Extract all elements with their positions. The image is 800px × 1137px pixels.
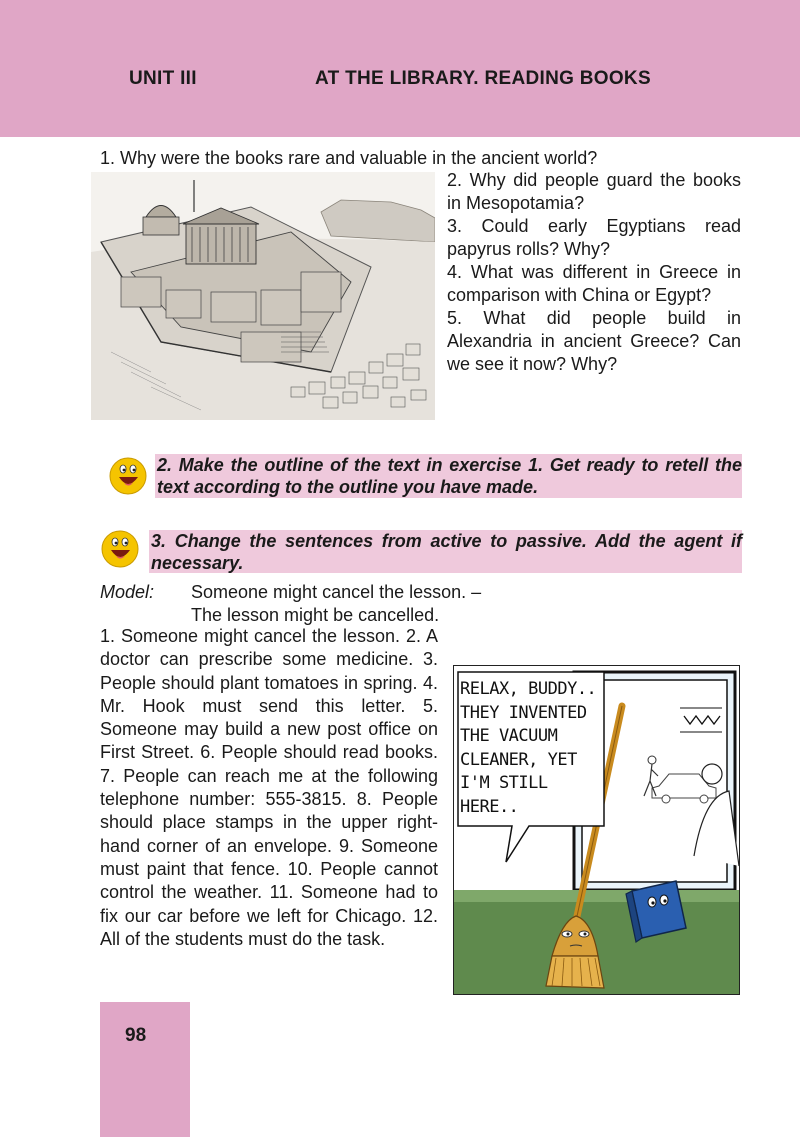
model-label: Model: [100,582,155,602]
exercise-2-instruction: 2. Make the outline of the text in exercise 1. Get ready to retell the text according to the outline you have made. [157,455,742,497]
question-3: 3. Could early Egyptians read papyrus rolls? Why? [447,216,741,259]
speech-line: I'M STILL [460,773,548,793]
unit-title: AT THE LIBRARY. READING BOOKS [315,68,651,89]
page-number: 98 [125,1025,147,1046]
questions-2-5 [447,169,741,376]
cartoon-speech-bubble [460,678,610,819]
smiley-icon [108,455,150,497]
question-5: 5. What did people build in Alexandria in ancient Greece? Can we see it now? Why? [447,308,741,374]
question-2: 2. Why did people guard the books in Mesopotamia? [447,170,741,213]
speech-line: HERE.. [460,796,519,817]
question-1: 1. Why were the books rare and valuable in the ancient world? [100,148,598,168]
speech-line: CLEANER, YET [460,749,577,770]
model-passive-sentence: The lesson might be cancelled. [191,605,440,625]
speech-line: RELAX, BUDDY.. [460,679,597,699]
speech-line: THEY INVENTED [460,702,587,723]
ancient-library-illustration [91,172,435,420]
question-4: 4. What was different in Greece in comparison with China or Egypt? [447,262,741,305]
unit-label: UNIT III [129,68,197,89]
speech-line: THE VACUUM [460,726,558,746]
page-tab [100,1002,190,1137]
smiley-icon [100,528,142,570]
model-active-sentence: Someone might cancel the lesson. – [191,582,482,602]
exercise-3-instruction: 3. Change the sentences from active to passive. Add the agent if necessary. [151,531,742,573]
exercise-3-sentences: 1. Someone might cancel the lesson. 2. A doctor can prescribe some medicine. 3. People should plant tomatoes in spring. 4. Mr. Hook must send this letter. 5. Someone may build a new post office on First Street. 6. People should read books. 7. People can reach me at the following telephone number: 555-3815. 8. People should place stamps in the upper right-hand corner of an envelope. 9. Someone must paint that fence. 10. People cannot control the weather. 11. Someone had to fix our car before we left for Chicago. 12. All of the students must do the task. [100,626,438,949]
